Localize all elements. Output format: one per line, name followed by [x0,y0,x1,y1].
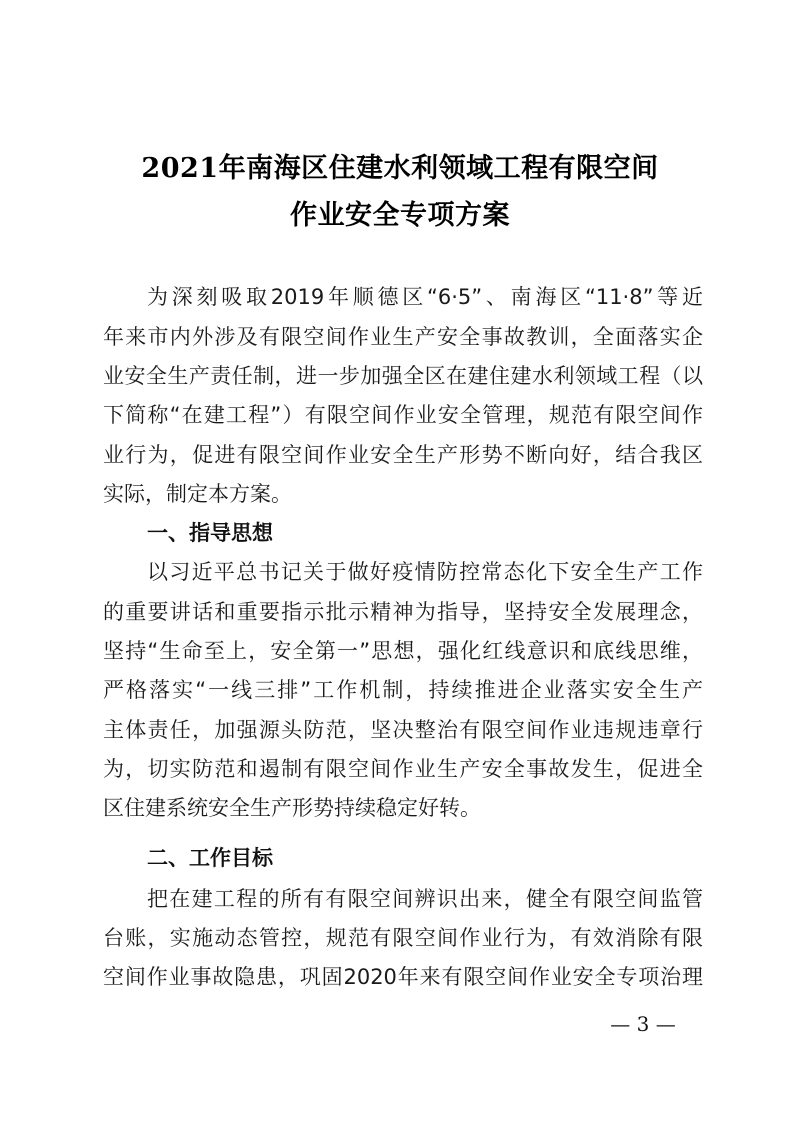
intro-line: 业行为，促进有限空间作业安全生产形势不断向好，结合我区 [103,443,703,467]
document-title-line1: 2021年南海区住建水利领域工程有限空间 [141,153,659,184]
intro-line: 实际，制定本方案。 [103,482,292,506]
document-title-line2: 作业安全专项方案 [290,200,510,231]
section-heading-work-goals: 二、工作目标 [147,846,273,870]
intro-line: 下简称“在建工程”）有限空间作业安全管理，规范有限空间作 [103,403,703,427]
section1-line: 坚持“生命至上，安全第一”思想，强化红线意识和底线思维， [103,639,703,663]
intro-line: 年来市内外涉及有限空间作业生产安全事故教训，全面落实企 [103,325,703,349]
section1-line: 以习近平总书记关于做好疫情防控常态化下安全生产工作 [147,560,703,584]
section1-line: 的重要讲话和重要指示批示精神为指导，坚持安全发展理念， [103,600,703,624]
section-heading-guiding-ideology: 一、指导思想 [147,521,273,545]
intro-line: 为深刻吸取2019年顺德区“6·5”、南海区“11·8”等近 [147,285,703,309]
section1-line: 区住建系统安全生产形势持续稳定好转。 [103,796,481,820]
intro-line: 业安全生产责任制，进一步加强全区在建住建水利领域工程（以 [103,364,703,388]
section1-line: 为，切实防范和遏制有限空间作业生产安全事故发生，促进全 [103,757,703,781]
page-number: — 3 — [610,1012,676,1036]
section1-line: 严格落实“一线三排”工作机制，持续推进企业落实安全生产 [103,678,703,702]
section2-line: 台账，实施动态管控，规范有限空间作业行为，有效消除有限 [103,926,703,950]
section1-line: 主体责任，加强源头防范，坚决整治有限空间作业违规违章行 [103,718,703,742]
section2-line: 把在建工程的所有有限空间辨识出来，健全有限空间监管 [147,887,703,911]
section2-line: 空间作业事故隐患，巩固2020年来有限空间作业安全专项治理 [103,965,703,989]
